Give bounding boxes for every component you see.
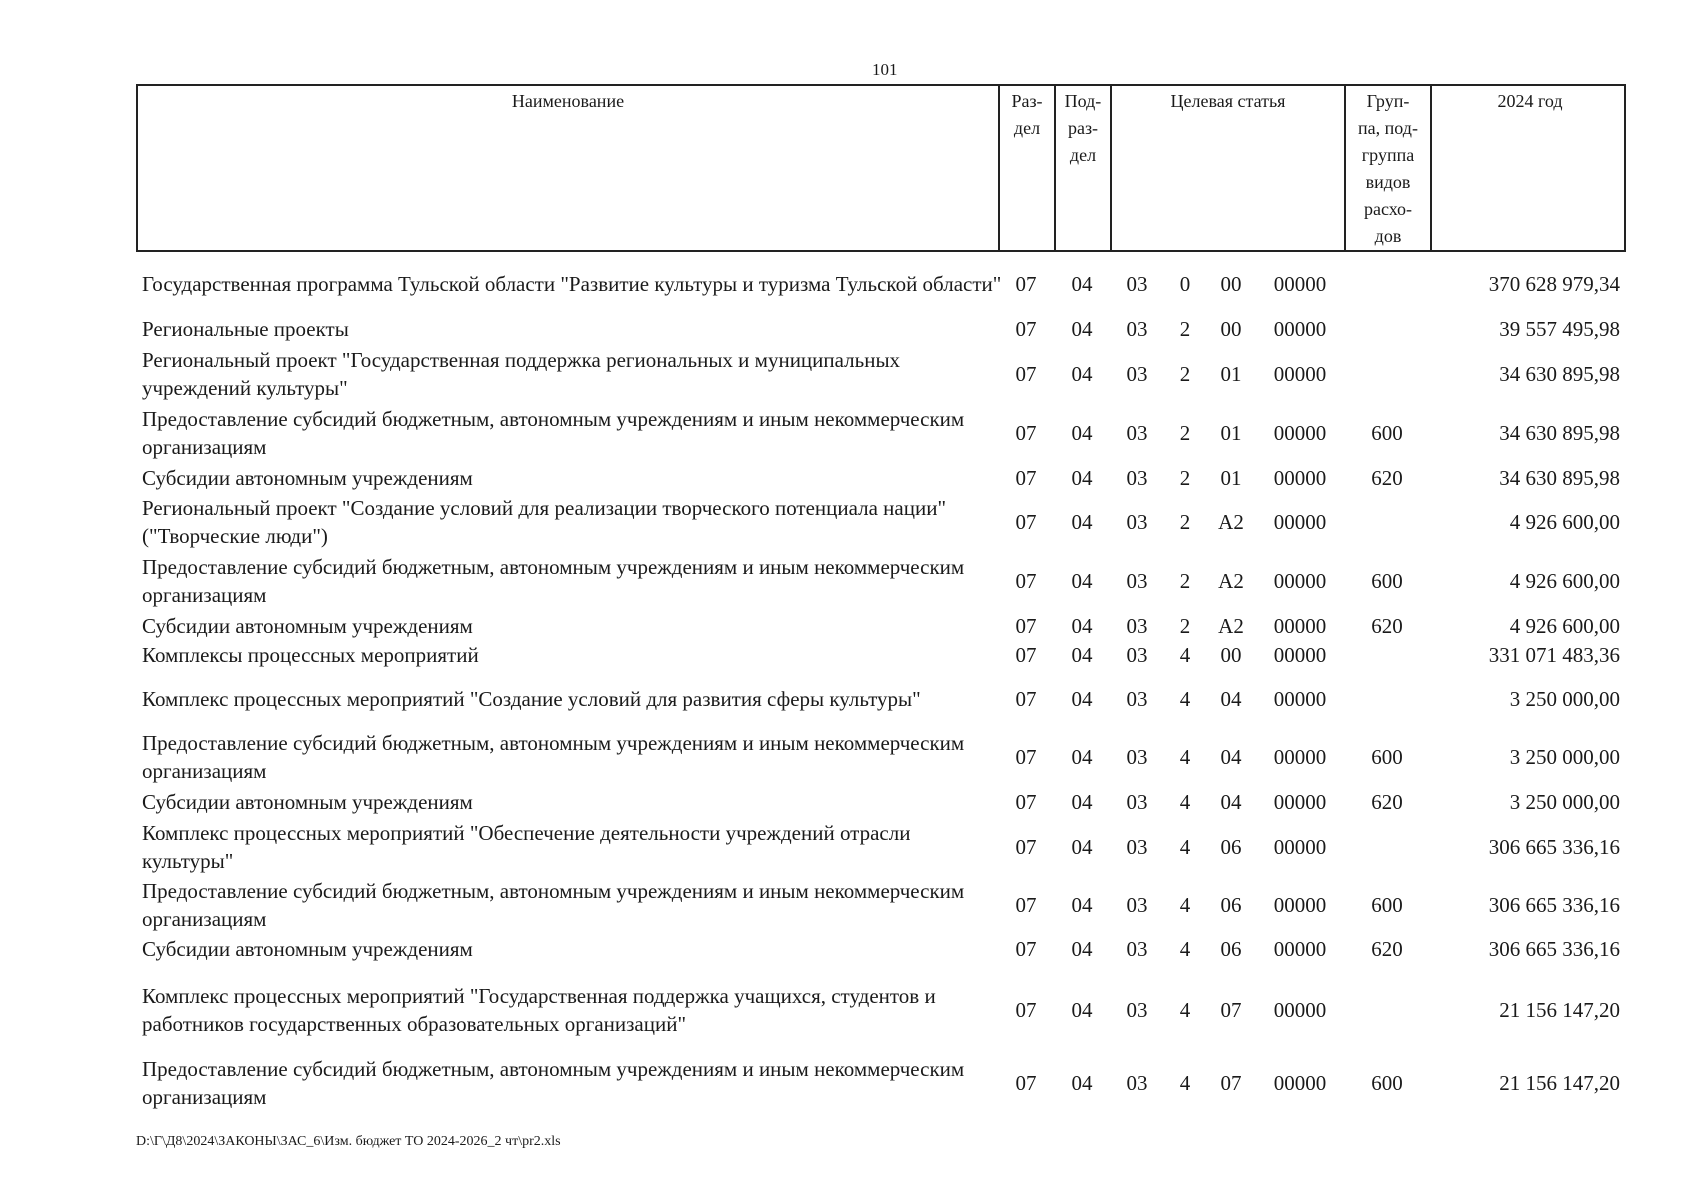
podrazdel-cell: 04: [1071, 614, 1093, 638]
podrazdel-cell: 04: [1071, 937, 1093, 961]
target-part4-cell: 00000: [1273, 745, 1327, 769]
target-part2-cell: 2: [1179, 614, 1191, 638]
target-part2-cell: 4: [1179, 790, 1191, 814]
target-part1-cell: 03: [1126, 317, 1148, 341]
podrazdel-cell: 04: [1071, 466, 1093, 490]
target-part2-cell: 4: [1179, 835, 1191, 859]
podrazdel-cell: 04: [1071, 745, 1093, 769]
table-row: [136, 729, 1626, 785]
name-cell: Предоставление субсидий бюджетным, автономным учреждениям и иным некоммерческим организациям: [142, 731, 965, 783]
target-part1-cell: 03: [1126, 569, 1148, 593]
group-cell: 600: [1371, 893, 1403, 917]
name-cell: Комплексы процессных мероприятий: [142, 643, 479, 667]
target-part3-cell: 04: [1220, 745, 1242, 769]
amount-cell: 4 926 600,00: [1509, 569, 1620, 593]
target-part1-cell: 03: [1126, 790, 1148, 814]
target-part1-cell: 03: [1126, 1071, 1148, 1095]
target-part1-cell: 03: [1126, 510, 1148, 534]
target-part3-cell: 01: [1220, 362, 1242, 386]
razdel-cell: 07: [1015, 569, 1037, 593]
table-row: [136, 463, 1626, 493]
razdel-cell: 07: [1015, 317, 1037, 341]
table-row: [136, 934, 1626, 964]
target-part1-cell: 03: [1126, 362, 1148, 386]
razdel-cell: 07: [1015, 687, 1037, 711]
name-cell: Предоставление субсидий бюджетным, автономным учреждениям и иным некоммерческим организациям: [142, 1057, 965, 1109]
table-row: [136, 819, 1626, 875]
name-cell: Комплекс процессных мероприятий "Государственная поддержка учащихся, студентов и работников государственных образовательных организаций": [142, 984, 936, 1036]
amount-cell: 21 156 147,20: [1499, 998, 1620, 1022]
table-row: [136, 1055, 1626, 1111]
name-cell: Предоставление субсидий бюджетным, автономным учреждениям и иным некоммерческим организациям: [142, 407, 965, 459]
target-part4-cell: 00000: [1273, 790, 1327, 814]
header-podrazdel: Под- раз- дел: [1056, 86, 1112, 250]
table-row: [136, 405, 1626, 461]
razdel-cell: 07: [1015, 272, 1037, 296]
target-part2-cell: 4: [1179, 893, 1191, 917]
target-part1-cell: 03: [1126, 421, 1148, 445]
target-part3-cell: 04: [1220, 687, 1242, 711]
header-group: Груп- па, под- группа видов расхо- дов: [1346, 86, 1432, 250]
target-part4-cell: 00000: [1273, 835, 1327, 859]
name-cell: Предоставление субсидий бюджетным, автономным учреждениям и иным некоммерческим организациям: [142, 555, 965, 607]
amount-cell: 39 557 495,98: [1499, 317, 1620, 341]
target-part3-cell: 06: [1220, 893, 1242, 917]
razdel-cell: 07: [1015, 466, 1037, 490]
target-part3-cell: 07: [1220, 1071, 1242, 1095]
razdel-cell: 07: [1015, 745, 1037, 769]
group-cell: [1344, 819, 1430, 875]
razdel-cell: 07: [1015, 614, 1037, 638]
target-part1-cell: 03: [1126, 893, 1148, 917]
target-part2-cell: 0: [1179, 272, 1191, 296]
target-part3-cell: 00: [1220, 317, 1242, 341]
group-cell: 620: [1371, 790, 1403, 814]
name-cell: Государственная программа Тульской области "Развитие культуры и туризма Тульской области": [142, 272, 1002, 296]
podrazdel-cell: 04: [1071, 687, 1093, 711]
target-part3-cell: 00: [1220, 643, 1242, 667]
group-cell: [1344, 982, 1430, 1038]
podrazdel-cell: 04: [1071, 643, 1093, 667]
target-part1-cell: 03: [1126, 272, 1148, 296]
razdel-cell: 07: [1015, 643, 1037, 667]
target-part3-cell: 00: [1220, 272, 1242, 296]
amount-cell: 306 665 336,16: [1488, 937, 1620, 961]
group-cell: [1344, 494, 1430, 550]
group-cell: 620: [1371, 937, 1403, 961]
name-cell: Региональные проекты: [142, 317, 349, 341]
razdel-cell: 07: [1015, 835, 1037, 859]
target-part3-cell: 01: [1220, 421, 1242, 445]
target-part3-cell: 04: [1220, 790, 1242, 814]
amount-cell: 3 250 000,00: [1509, 790, 1620, 814]
target-part3-cell: A2: [1218, 510, 1244, 534]
group-cell: [1344, 346, 1430, 402]
razdel-cell: 07: [1015, 998, 1037, 1022]
target-part4-cell: 00000: [1273, 362, 1327, 386]
razdel-cell: 07: [1015, 421, 1037, 445]
target-part2-cell: 2: [1179, 510, 1191, 534]
target-part1-cell: 03: [1126, 687, 1148, 711]
amount-cell: 4 926 600,00: [1509, 510, 1620, 534]
name-cell: Субсидии автономным учреждениям: [142, 614, 473, 638]
group-cell: 620: [1371, 466, 1403, 490]
table-row: [136, 671, 1626, 727]
target-part3-cell: 06: [1220, 835, 1242, 859]
target-part2-cell: 2: [1179, 317, 1191, 341]
podrazdel-cell: 04: [1071, 272, 1093, 296]
page-number: 101: [872, 60, 898, 79]
target-part4-cell: 00000: [1273, 466, 1327, 490]
target-part2-cell: 4: [1179, 643, 1191, 667]
amount-cell: 4 926 600,00: [1509, 614, 1620, 638]
target-part2-cell: 4: [1179, 1071, 1191, 1095]
group-cell: 620: [1371, 614, 1403, 638]
podrazdel-cell: 04: [1071, 421, 1093, 445]
razdel-cell: 07: [1015, 362, 1037, 386]
table-row: [136, 346, 1626, 402]
target-part4-cell: 00000: [1273, 421, 1327, 445]
podrazdel-cell: 04: [1071, 1071, 1093, 1095]
target-part1-cell: 03: [1126, 835, 1148, 859]
name-cell: Комплекс процессных мероприятий "Создание условий для развития сферы культуры": [142, 687, 921, 711]
amount-cell: 3 250 000,00: [1509, 745, 1620, 769]
group-cell: 600: [1371, 421, 1403, 445]
target-part1-cell: 03: [1126, 643, 1148, 667]
amount-cell: 3 250 000,00: [1509, 687, 1620, 711]
target-part2-cell: 2: [1179, 362, 1191, 386]
podrazdel-cell: 04: [1071, 998, 1093, 1022]
target-part1-cell: 03: [1126, 745, 1148, 769]
group-cell: [1344, 256, 1430, 312]
table-row: [136, 553, 1626, 609]
target-part3-cell: 06: [1220, 937, 1242, 961]
target-part4-cell: 00000: [1273, 1071, 1327, 1095]
razdel-cell: 07: [1015, 937, 1037, 961]
target-part4-cell: 00000: [1273, 998, 1327, 1022]
target-part2-cell: 2: [1179, 421, 1191, 445]
podrazdel-cell: 04: [1071, 893, 1093, 917]
target-part2-cell: 2: [1179, 569, 1191, 593]
header-name: Наименование: [138, 86, 1000, 250]
name-cell: Комплекс процессных мероприятий "Обеспечение деятельности учреждений отрасли культуры": [142, 821, 911, 873]
podrazdel-cell: 04: [1071, 569, 1093, 593]
target-part4-cell: 00000: [1273, 687, 1327, 711]
target-part4-cell: 00000: [1273, 272, 1327, 296]
razdel-cell: 07: [1015, 790, 1037, 814]
table-row: [136, 982, 1626, 1038]
amount-cell: 21 156 147,20: [1499, 1071, 1620, 1095]
header-razdel: Раз- дел: [1000, 86, 1056, 250]
target-part3-cell: A2: [1218, 569, 1244, 593]
target-part4-cell: 00000: [1273, 643, 1327, 667]
group-cell: 600: [1371, 569, 1403, 593]
amount-cell: 306 665 336,16: [1488, 893, 1620, 917]
table-row: [136, 494, 1626, 550]
table-row: [136, 787, 1626, 817]
podrazdel-cell: 04: [1071, 790, 1093, 814]
amount-cell: 34 630 895,98: [1499, 362, 1620, 386]
name-cell: Предоставление субсидий бюджетным, автономным учреждениям и иным некоммерческим организациям: [142, 879, 965, 931]
target-part4-cell: 00000: [1273, 510, 1327, 534]
amount-cell: 306 665 336,16: [1488, 835, 1620, 859]
name-cell: Региональный проект "Создание условий для реализации творческого потенциала нации" ("Творческие люди"): [142, 496, 947, 548]
header-target: Целевая статья: [1112, 86, 1346, 250]
footer-file-path: D:\Г\Д8\2024\ЗАКОНЫ\ЗАС_6\Изм. бюджет ТО 2024-2026_2 чт\pr2.xls: [136, 1134, 561, 1149]
target-part4-cell: 00000: [1273, 893, 1327, 917]
target-part2-cell: 4: [1179, 745, 1191, 769]
group-cell: [1344, 641, 1430, 669]
target-part2-cell: 4: [1179, 998, 1191, 1022]
group-cell: [1344, 314, 1430, 344]
header-year: 2024 год: [1497, 91, 1563, 111]
podrazdel-cell: 04: [1071, 835, 1093, 859]
target-part1-cell: 03: [1126, 937, 1148, 961]
table-header: [136, 84, 1626, 252]
name-cell: Субсидии автономным учреждениям: [142, 466, 473, 490]
amount-cell: 34 630 895,98: [1499, 466, 1620, 490]
name-cell: Субсидии автономным учреждениям: [142, 937, 473, 961]
podrazdel-cell: 04: [1071, 510, 1093, 534]
amount-cell: 370 628 979,34: [1488, 272, 1620, 296]
name-cell: Субсидии автономным учреждениям: [142, 790, 473, 814]
group-cell: [1344, 671, 1430, 727]
table-row: [136, 256, 1626, 312]
target-part4-cell: 00000: [1273, 937, 1327, 961]
table-row: [136, 314, 1626, 344]
target-part4-cell: 00000: [1273, 317, 1327, 341]
target-part1-cell: 03: [1126, 614, 1148, 638]
target-part3-cell: A2: [1218, 614, 1244, 638]
table-row: [136, 877, 1626, 933]
amount-cell: 34 630 895,98: [1499, 421, 1620, 445]
target-part2-cell: 4: [1179, 687, 1191, 711]
target-part4-cell: 00000: [1273, 569, 1327, 593]
table-row: [136, 641, 1626, 669]
target-part2-cell: 4: [1179, 937, 1191, 961]
razdel-cell: 07: [1015, 510, 1037, 534]
target-part3-cell: 01: [1220, 466, 1242, 490]
target-part1-cell: 03: [1126, 466, 1148, 490]
name-cell: Региональный проект "Государственная поддержка региональных и муниципальных учреждений культуры": [142, 348, 901, 400]
target-part1-cell: 03: [1126, 998, 1148, 1022]
podrazdel-cell: 04: [1071, 362, 1093, 386]
amount-cell: 331 071 483,36: [1488, 643, 1620, 667]
group-cell: 600: [1371, 1071, 1403, 1095]
target-part4-cell: 00000: [1273, 614, 1327, 638]
razdel-cell: 07: [1015, 1071, 1037, 1095]
podrazdel-cell: 04: [1071, 317, 1093, 341]
table-row: [136, 611, 1626, 641]
target-part3-cell: 07: [1220, 998, 1242, 1022]
group-cell: 600: [1371, 745, 1403, 769]
razdel-cell: 07: [1015, 893, 1037, 917]
target-part2-cell: 2: [1179, 466, 1191, 490]
